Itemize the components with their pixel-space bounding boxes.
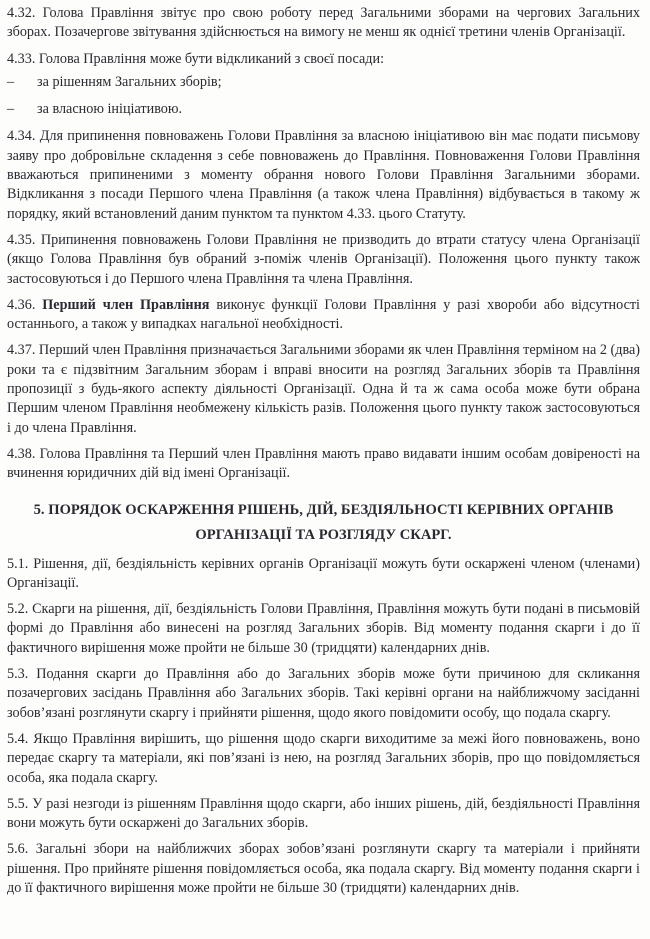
clause-4-37: 4.37. Перший член Правління призначається Загальними зборами як член Правління терміном на 2 (два) роки та є підзвітним Загальним зборам і вправі вносити на розгляд Загальних зборів та Правління пропозиції з будь-якого аспекту діяльності Організації. Одна й та ж сама особа може бути обрана Першим членом Правління необмежену кількість разів. Положення цього пункту також застосовуються і до члена Правління. <box>7 342 640 436</box>
clause-4-36 <box>7 296 640 335</box>
bullet-dash: – <box>7 73 15 90</box>
clause-text: виконує функції Голови Правління у разі хвороби або відсутності останнього, а також у випадках нагальної необхідності. <box>7 296 641 333</box>
section-5-heading-line2: ОРГАНІЗАЦІЇ ТА РОЗГЛЯДУ СКАРГ. <box>195 526 452 543</box>
bullet-text: за власною ініціативою. <box>37 101 183 118</box>
clause-4-32: 4.32. Голова Правління звітує про свою роботу перед Загальними зборами на чергових Загальних зборах. Позачергове звітування здійснюється на вимогу не менш як однієї третини членів Організації. <box>7 5 640 41</box>
clause-5-1: 5.1. Рішення, дії, бездіяльність керівних органів Організації можуть бути оскаржені членом (членами) Організації. <box>7 555 640 591</box>
clause-4-38: 4.38. Голова Правління та Перший член Правління мають право видавати іншим особам довіреності на вчинення юридичних дій від імені Організації. <box>7 445 640 482</box>
bullet-item-general-meeting <box>7 73 640 92</box>
clause-5-3: 5.3. Подання скарги до Правління або до Загальних зборів може бути причиною для скликання позачергових засідань Правління або Загальних зборів. Такі керівні органи на найближчому засіданні зобов’язані розглянути скаргу і прийняти рішення, щодо якого повідомити особу, що подала скаргу. <box>7 666 640 721</box>
clause-5-6: 5.6. Загальні збори на найближчих зборах зобов’язані розглянути скаргу та матеріали і прийняти рішення. Про прийняте рішення повідомляється особа, яка подала скаргу. Від моменту подання скарги і до її фактичного вирішення може пройти не більше 30 (тридцяти) календарних днів. <box>7 841 640 896</box>
clause-4-33: 4.33. Голова Правління може бути відкликаний з своєї посади: <box>7 50 385 67</box>
bullet-dash: – <box>7 101 15 118</box>
clause-bold-term: Перший член Правління <box>42 296 210 313</box>
clause-4-35: 4.35. Припинення повноважень Голови Правління не призводить до втрати статусу члена Організації (якщо Голова Правління був обраний з-поміж членів Організації). Положення цього пункту також застосовуються і до Першого члена Правління та члена Правління. <box>7 231 640 287</box>
clause-4-34: 4.34. Для припинення повноважень Голови Правління за власною ініціативою він має подати письмову заяву про добровільне складення з себе повноважень до Правління. Повноваження Голови Правління вважаються припиненими з моменту обрання нового Голови Правління Загальними зборами. Відкликання з посади Першого члена Правління (а також члена Правління) відбувається в такому ж порядку, який встановлений даним пунктом та пунктом 4.33. цього Статуту. <box>7 128 640 222</box>
section-5-heading-line1: 5. ПОРЯДОК ОСКАРЖЕННЯ РІШЕНЬ, ДІЙ, БЕЗДІЯЛЬНОСТІ КЕРІВНИХ ОРГАНІВ <box>33 501 614 518</box>
clause-5-5: 5.5. У разі незгоди із рішенням Правління щодо скарги, або інших рішень, дій, бездіяльності Правління вони можуть бути оскаржені до Загальних зборів. <box>7 795 640 832</box>
clause-5-2: 5.2. Скарги на рішення, дії, бездіяльність Голови Правління, Правління можуть бути подані в письмовій формі до Правління або винесені на розгляд Загальних зборів. Від моменту подання скарги і до її фактичного вирішення може пройти не більше 30 (тридцяти) календарних днів. <box>7 601 640 656</box>
clause-5-4: 5.4. Якщо Правління вирішить, що рішення щодо скарги виходитиме за межі його повноважень, воно передає скаргу та матеріали, які пов’язані із нею, на розгляд Загальних зборів, про що повідомляється особа, яка подала скаргу. <box>7 730 640 786</box>
clause-number: 4.36. <box>7 296 36 313</box>
bullet-text: за рішенням Загальних зборів; <box>37 73 222 90</box>
bullet-item-own-initiative <box>7 100 640 119</box>
